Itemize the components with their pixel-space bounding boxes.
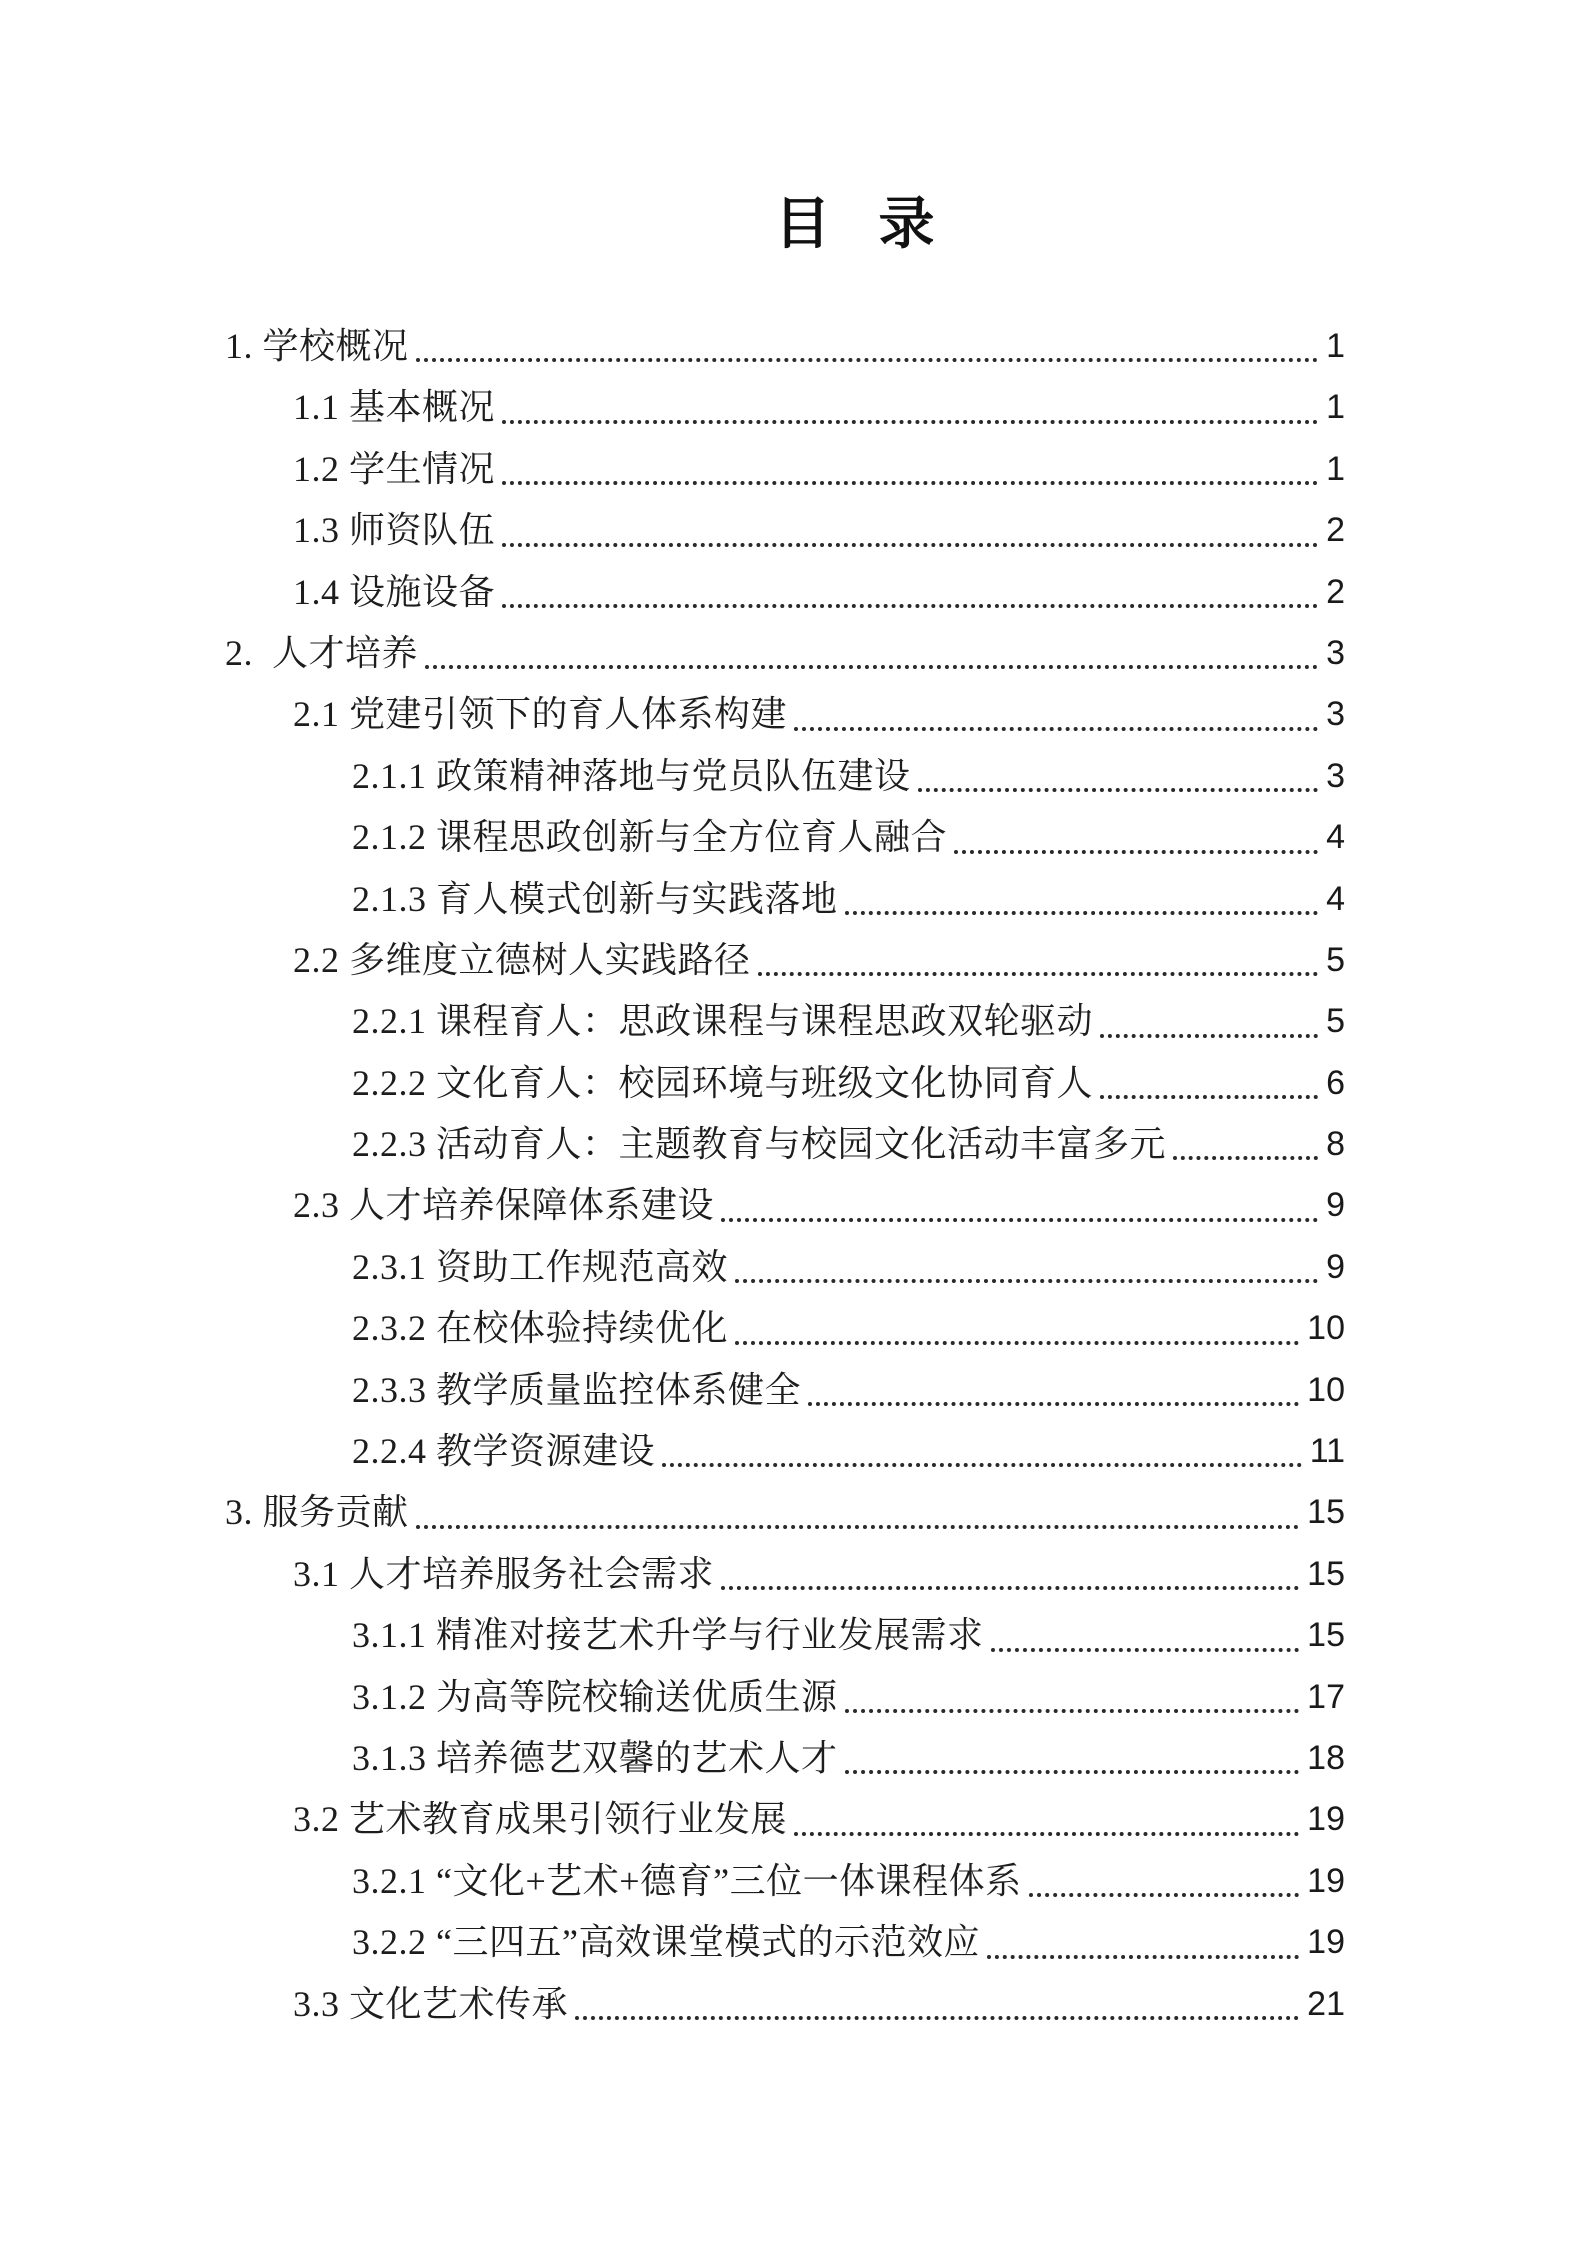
toc-entry[interactable]: [225, 746, 1345, 807]
toc-entry[interactable]: [225, 930, 1345, 991]
toc-entry[interactable]: [225, 1974, 1345, 2035]
toc-page-number: 9: [1326, 1186, 1345, 1225]
toc-page-number: 15: [1307, 1554, 1345, 1593]
toc-dot-leader: [575, 1974, 1299, 2020]
toc-entry-label: 2.2.1 课程育人：思政课程与课程思政双轮驱动: [352, 1001, 1094, 1042]
toc-page-number: 9: [1326, 1247, 1345, 1286]
toc-page-number: 1: [1326, 449, 1345, 488]
page-title: 目 录: [774, 194, 937, 256]
toc-dot-leader: [735, 1298, 1299, 1344]
toc-entry-label: 2.2.2 文化育人：校园环境与班级文化协同育人: [352, 1062, 1094, 1103]
toc-dot-leader: [1100, 991, 1318, 1037]
toc-entry[interactable]: [225, 1360, 1345, 1421]
toc-entry[interactable]: [225, 807, 1345, 868]
toc-page-number: 3: [1326, 756, 1345, 795]
toc-entry[interactable]: [225, 1298, 1345, 1359]
toc-entry-label: 3.2.1 “文化+艺术+德育”三位一体课程体系: [352, 1860, 1022, 1901]
toc-entry[interactable]: [225, 1175, 1345, 1236]
toc-entry[interactable]: [225, 1789, 1345, 1850]
toc-entry-label: 2.1.3 育人模式创新与实践落地: [352, 878, 838, 919]
toc-entry[interactable]: [225, 1667, 1345, 1728]
toc-entry[interactable]: [225, 316, 1345, 377]
toc-entry[interactable]: [225, 377, 1345, 438]
toc-dot-leader: [502, 439, 1318, 485]
toc-dot-leader: [502, 377, 1318, 423]
toc-entry-label: 2.1.2 课程思政创新与全方位育人融合: [352, 817, 948, 858]
toc-dot-leader: [808, 1360, 1299, 1406]
toc-dot-leader: [662, 1421, 1302, 1467]
toc-dot-leader: [987, 1912, 1299, 1958]
toc-entry-label: 2.3.3 教学质量监控体系健全: [352, 1369, 802, 1410]
toc-dot-leader: [1100, 1053, 1318, 1099]
toc-entry-label: 1.3 师资队伍: [293, 510, 496, 551]
toc-dot-leader: [918, 746, 1319, 792]
toc-dot-leader: [721, 1175, 1318, 1221]
toc-dot-leader: [425, 623, 1318, 669]
toc-entry[interactable]: [225, 1851, 1345, 1912]
toc-entry-label: 2.2.3 活动育人：主题教育与校园文化活动丰富多元: [352, 1124, 1167, 1165]
toc-page-number: 1: [1326, 327, 1345, 365]
toc-entry-label: 1.4 设施设备: [293, 571, 496, 612]
toc-entry-label: 2.2.4 教学资源建设: [352, 1431, 656, 1472]
toc-dot-leader: [991, 1605, 1300, 1651]
toc-entry[interactable]: [225, 1053, 1345, 1114]
toc-page-number: 19: [1307, 1923, 1345, 1962]
toc-page-number: 19: [1307, 1861, 1345, 1900]
toc-entry-label: 2.3 人才培养保障体系建设: [293, 1185, 715, 1226]
toc-entry-label: 3.1 人才培养服务社会需求: [293, 1553, 715, 1594]
toc-entry[interactable]: [225, 869, 1345, 930]
toc-entry[interactable]: [225, 1544, 1345, 1605]
toc-entry-label: 2.3.2 在校体验持续优化: [352, 1308, 729, 1349]
toc-entry-label: 1.2 学生情况: [293, 448, 496, 489]
toc-entry-label: 3.1.2 为高等院校输送优质生源: [352, 1676, 838, 1717]
toc-entry-label: 3.2.2 “三四五”高效课堂模式的示范效应: [352, 1922, 980, 1963]
toc-entry[interactable]: [225, 1912, 1345, 1973]
toc-page-number: 21: [1307, 1984, 1345, 2023]
toc-entry[interactable]: [225, 562, 1345, 623]
toc-dot-leader: [845, 1667, 1300, 1713]
toc-dot-leader: [954, 807, 1318, 853]
toc-dot-leader: [735, 1237, 1318, 1283]
toc-dot-leader: [502, 500, 1318, 546]
toc-page-number: 8: [1326, 1125, 1345, 1164]
toc-entry-label: 1.1 基本概况: [293, 387, 496, 428]
toc-entry[interactable]: [225, 623, 1345, 684]
toc-entry[interactable]: [225, 1237, 1345, 1298]
toc-entry-label: 1. 学校概况: [225, 326, 409, 366]
toc-entry[interactable]: [225, 500, 1345, 561]
toc-entry[interactable]: [225, 684, 1345, 745]
toc-page-number: 5: [1326, 1002, 1345, 1041]
toc-entry[interactable]: [225, 1482, 1345, 1543]
toc-entry[interactable]: [225, 991, 1345, 1052]
toc-dot-leader: [794, 1789, 1299, 1835]
toc-page-number: 5: [1326, 940, 1345, 979]
toc-entry[interactable]: [225, 1605, 1345, 1666]
toc-page-number: 2: [1326, 511, 1345, 550]
toc-dot-leader: [1029, 1851, 1300, 1897]
toc-page-number: 4: [1326, 879, 1345, 918]
toc-page-number: 17: [1307, 1677, 1345, 1716]
toc-entry-label: 3.1.3 培养德艺双馨的艺术人才: [352, 1737, 838, 1778]
toc-dot-leader: [845, 1728, 1300, 1774]
toc-page-number: 10: [1307, 1370, 1345, 1409]
toc-dot-leader: [845, 869, 1319, 915]
toc-page-number: 3: [1326, 695, 1345, 734]
toc-page-number: 10: [1307, 1309, 1345, 1348]
toc-entry-label: 3.2 艺术教育成果引领行业发展: [293, 1799, 788, 1840]
toc-entry-label: 2.1.1 政策精神落地与党员队伍建设: [352, 755, 911, 796]
toc-entry-label: 3.1.1 精准对接艺术升学与行业发展需求: [352, 1615, 984, 1656]
toc-entry-label: 2.2 多维度立德树人实践路径: [293, 939, 751, 980]
toc-page-number: 6: [1326, 1063, 1345, 1102]
toc-page-number: 19: [1307, 1800, 1345, 1839]
toc-entry[interactable]: [225, 1114, 1345, 1175]
toc-dot-leader: [502, 562, 1318, 608]
toc-page-number: 2: [1326, 572, 1345, 611]
toc-dot-leader: [416, 316, 1319, 362]
table-of-contents: [225, 316, 1345, 2035]
toc-page-number: 3: [1326, 633, 1345, 672]
toc-page-number: 18: [1307, 1738, 1345, 1777]
toc-entry[interactable]: [225, 439, 1345, 500]
toc-entry-label: 2.1 党建引领下的育人体系构建: [293, 694, 788, 735]
toc-page-number: 4: [1326, 818, 1345, 857]
toc-page-number: 1: [1326, 388, 1345, 427]
toc-dot-leader: [1173, 1114, 1318, 1160]
toc-entry-label: 2. 人才培养: [225, 632, 419, 673]
toc-entry-label: 2.3.1 资助工作规范高效: [352, 1246, 729, 1287]
toc-dot-leader: [721, 1544, 1299, 1590]
toc-page-number: 11: [1309, 1432, 1345, 1471]
toc-entry-label: 3. 服务贡献: [225, 1492, 409, 1533]
toc-page-number: 15: [1307, 1493, 1345, 1532]
toc-dot-leader: [758, 930, 1319, 976]
toc-entry[interactable]: [225, 1728, 1345, 1789]
toc-page-number: 15: [1307, 1616, 1345, 1655]
toc-dot-leader: [794, 684, 1318, 730]
toc-dot-leader: [416, 1482, 1300, 1528]
toc-entry[interactable]: [225, 1421, 1345, 1482]
toc-entry-label: 3.3 文化艺术传承: [293, 1983, 569, 2024]
